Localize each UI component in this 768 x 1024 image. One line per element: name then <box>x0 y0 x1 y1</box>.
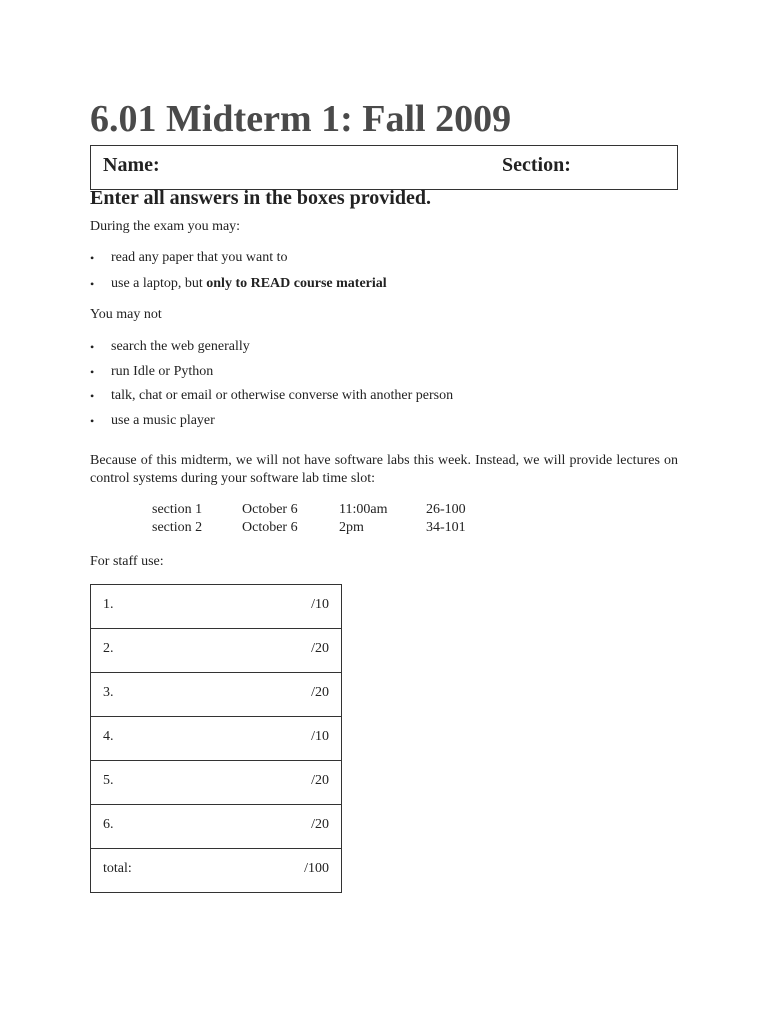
bullet-icon: • <box>90 365 95 379</box>
question-points: /10 <box>311 597 329 612</box>
section-label: Section: <box>502 154 571 176</box>
allowed-item-text <box>111 275 387 293</box>
table-row <box>91 673 341 717</box>
instructions-heading: Enter all answers in the boxes provided. <box>90 187 431 209</box>
bullet-icon: • <box>90 414 95 428</box>
schedule-date: October 6 <box>242 502 298 517</box>
schedule-date: October 6 <box>242 520 298 535</box>
forbidden-item-text: talk, chat or email or otherwise converse with another person <box>111 388 454 403</box>
question-number: 6. <box>103 817 114 832</box>
schedule-room: 34-101 <box>426 520 466 535</box>
allowed-item-text: read any paper that you want to <box>111 250 288 265</box>
total-points: /100 <box>304 861 329 876</box>
schedule-section: section 2 <box>152 520 203 535</box>
bullet-icon: • <box>90 251 95 265</box>
table-row <box>91 629 341 673</box>
forbidden-item-text: search the web generally <box>111 339 250 354</box>
schedule-room: 26-100 <box>426 502 466 517</box>
table-row <box>91 717 341 761</box>
question-number: 2. <box>103 641 114 656</box>
allowed-item-emphasis: only to READ course material <box>206 276 387 291</box>
question-number: 5. <box>103 773 114 788</box>
forbidden-item-text: use a music player <box>111 413 215 428</box>
question-points: /10 <box>311 729 329 744</box>
allowed-intro: During the exam you may: <box>90 219 241 234</box>
notice-paragraph: Because of this midterm, we will not have software labs this week. Instead, we will provide lectures on control systems during your software lab time slot: <box>90 453 678 486</box>
table-row <box>91 585 341 629</box>
schedule-time: 11:00am <box>339 502 388 517</box>
table-row-total <box>91 849 341 892</box>
allowed-item-prefix: use a laptop, but <box>111 276 207 291</box>
question-number: 3. <box>103 685 114 700</box>
question-points: /20 <box>311 641 329 656</box>
forbidden-item-text: run Idle or Python <box>111 364 214 379</box>
forbidden-intro: You may not <box>90 307 162 322</box>
name-section-box <box>90 145 678 190</box>
schedule-time: 2pm <box>339 520 364 535</box>
bullet-icon: • <box>90 277 95 291</box>
schedule-section: section 1 <box>152 502 203 517</box>
bullet-icon: • <box>90 340 95 354</box>
question-points: /20 <box>311 773 329 788</box>
question-points: /20 <box>311 817 329 832</box>
bullet-icon: • <box>90 389 95 403</box>
page-title: 6.01 Midterm 1: Fall 2009 <box>90 98 512 140</box>
name-label: Name: <box>103 154 160 176</box>
total-label: total: <box>103 861 132 876</box>
staff-use-label: For staff use: <box>90 554 164 569</box>
question-points: /20 <box>311 685 329 700</box>
staff-score-table <box>90 584 342 893</box>
table-row <box>91 761 341 805</box>
table-row <box>91 805 341 849</box>
question-number: 1. <box>103 597 114 612</box>
question-number: 4. <box>103 729 114 744</box>
